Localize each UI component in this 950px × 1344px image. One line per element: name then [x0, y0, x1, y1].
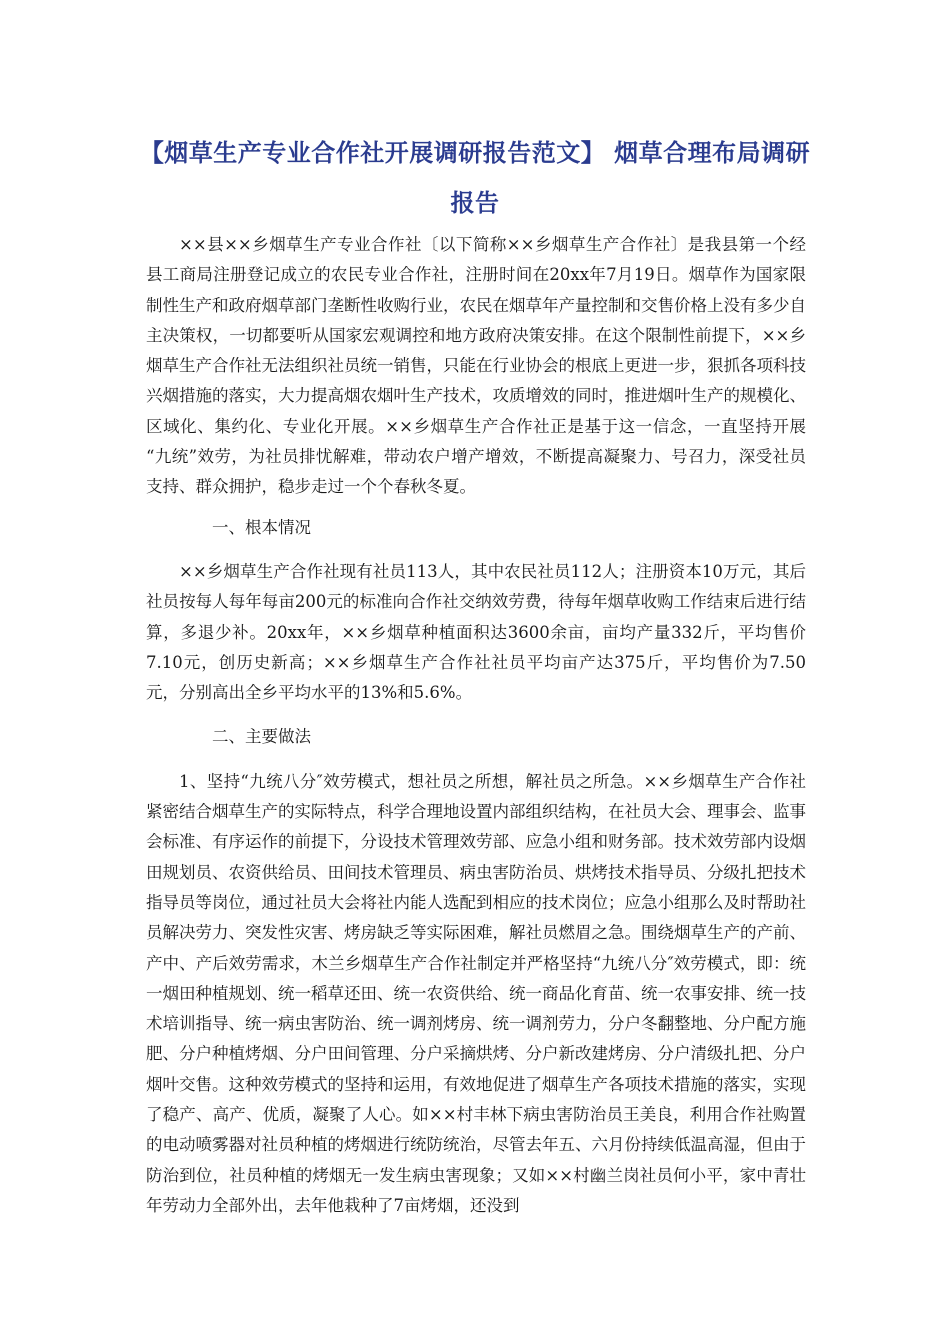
title-line-2: 报告 [450, 189, 500, 217]
document-body [146, 230, 806, 1221]
section-heading-main-practices: 二、主要做法 [212, 727, 311, 747]
section-heading-basic-situation: 一、根本情况 [212, 517, 311, 537]
paragraph-intro: ××县××乡烟草生产专业合作社〔以下简称××乡烟草生产合作社〕是我县第一个经县工商局注册登记成立的农民专业合作社，注册时间在20xx年7月19日。烟草作为国家限制性生产和政府烟草部门垄断性收购行业，农民在烟草年产量控制和交售价格上没有多少自主决策权，一切都要听从国家宏观调控和地方政府决策安排。在这个限制性前提下，××乡烟草生产合作社无法组织社员统一销售，只能在行业协会的根底上更进一步，狠抓各项科技兴烟措施的落实，大力提高烟农烟叶生产技术，攻质增效的同时，推进烟叶生产的规模化、区域化、集约化、专业化开展。××乡烟草生产合作社正是基于这一信念，一直坚持开展 “九统”效劳，为社员排忧解难，带动农户增产增效，不断提高凝聚力、号召力，深受社员支持、群众拥护，稳步走过一个个春秋冬夏。 [146, 235, 806, 497]
paragraph-practice-1: 1、坚持“九统八分″效劳模式，想社员之所想，解社员之所急。××乡烟草生产合作社紧密结合烟草生产的实际特点，科学合理地设置内部组织结构，在社员大会、理事会、监事会标准、有序运作的前提下，分设技术管理效劳部、应急小组和财务部。技术效劳部内设烟田规划员、农资供给员、田间技术管理员、病虫害防治员、烘烤技术指导员、分级扎把技术指导员等岗位，通过社员大会将社内能人选配到相应的技术岗位；应急小组那么及时帮助社员解决劳力、突发性灾害、烤房缺乏等实际困难，解社员燃眉之急。围绕烟草生产的产前、产中、产后效劳需求，木兰乡烟草生产合作社制定并严格坚持“九统八分″效劳模式，即：统一烟田种植规划、统一稻草还田、统一农资供给、统一商品化育苗、统一农事安排、统一技术培训指导、统一病虫害防治、统一调剂烤房、统一调剂劳力，分户冬翻整地、分户配方施肥、分户种植烤烟、分户田间管理、分户采摘烘烤、分户新改建烤房、分户清级扎把、分户烟叶交售。这种效劳模式的坚持和运用，有效地促进了烟草生产各项技术措施的落实，实现了稳产、高产、优质，凝聚了人心。如××村丰林下病虫害防治员王美良，利用合作社购置的电动喷雾器对社员种植的烤烟进行统防统治，尽管去年五、六月份持续低温高湿，但由于防治到位，社员种植的烤烟无一发生病虫害现象；又如××村幽兰岗社员何小平，家中青壮年劳动力全部外出，去年他栽种了7亩烤烟，还没到 [146, 771, 806, 1215]
paragraph-basic-situation: ××乡烟草生产合作社现有社员113人，其中农民社员112人；注册资本10万元，其后社员按每人每年每亩200元的标准向合作社交纳效劳费，待每年烟草收购工作结束后进行结算，多退少补。20xx年，××乡烟草种植面积达3600余亩，亩均产量332斤，平均售价7.10元，创历史新高；××乡烟草生产合作社社员平均亩产达375斤，平均售价为7.50元，分别高出全乡平均水平的13%和5.6%。 [146, 561, 806, 703]
document-title [100, 128, 850, 228]
title-line-1: 【烟草生产专业合作社开展调研报告范文】 烟草合理布局调研 [139, 139, 811, 167]
